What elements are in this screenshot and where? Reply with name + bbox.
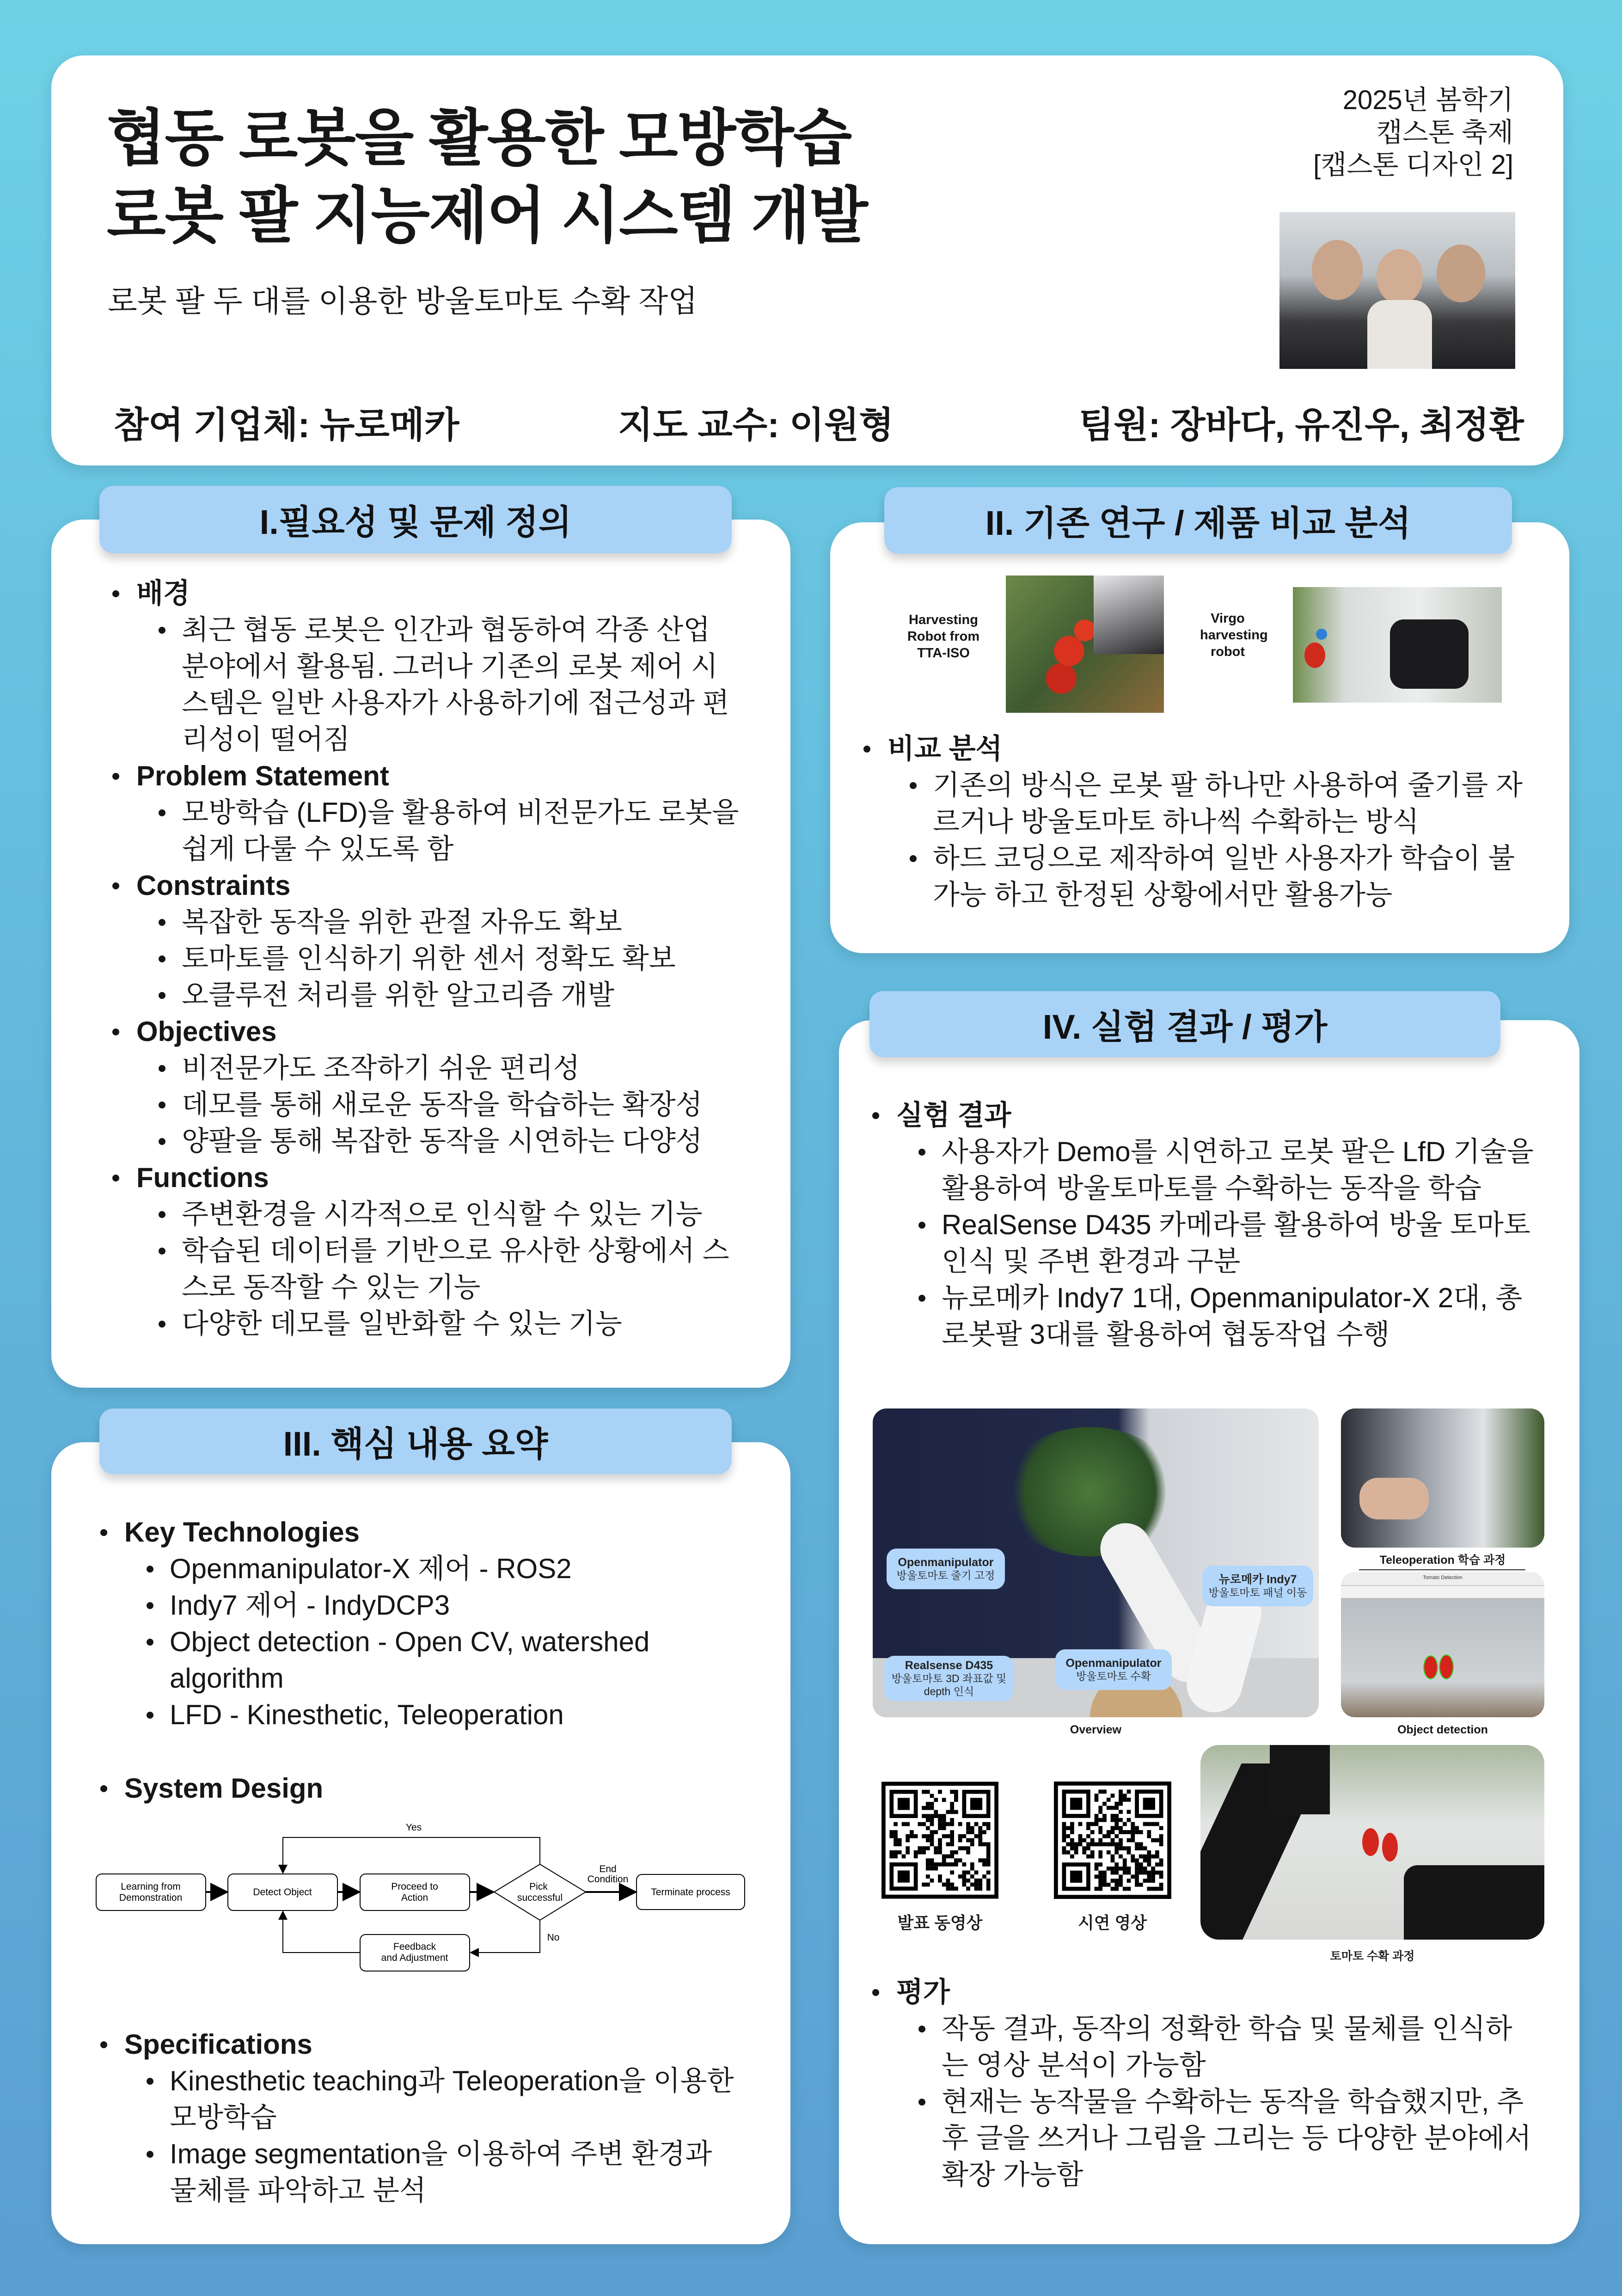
- group-results: [869, 1097, 1536, 1353]
- label-learning-2: Demonstration: [119, 1892, 183, 1903]
- title-line-2: 로봇 팔 지능제어 시스템 개발: [107, 182, 867, 250]
- overview-bubble-harvest: [1055, 1649, 1172, 1690]
- list-item: 비전문가도 조작하기 쉬운 편리성: [155, 1050, 740, 1086]
- label-pick-2: successful: [517, 1892, 563, 1903]
- company: 참여 기업체: 뉴로메카: [114, 404, 459, 445]
- caption-divider: [1359, 1569, 1525, 1570]
- group-heading: Functions: [136, 1162, 269, 1193]
- group-heading: Key Technologies: [124, 1517, 360, 1548]
- group-comparison: [861, 730, 1525, 913]
- overview-caption: Overview: [1070, 1723, 1122, 1736]
- list-item: Object detection - Open CV, watershed algorithm: [143, 1623, 744, 1696]
- team-photo: [1279, 212, 1515, 369]
- list-item: Kinesthetic teaching과 Teleoperation을 이용한 모방학습: [143, 2063, 744, 2136]
- object-detection-caption: Object detection: [1397, 1723, 1488, 1736]
- title-line-1: 협동 로봇을 활용한 모방학습: [107, 104, 851, 172]
- group-heading: 실험 결과: [896, 1100, 1011, 1131]
- list-item: 양팔을 통해 복잡한 동작을 시연하는 다양성: [155, 1123, 740, 1159]
- qr2-caption: 시연 영상: [1077, 1913, 1147, 1932]
- group-heading: Constraints: [136, 870, 291, 901]
- section-summary-title: III. 핵심 내용 요약: [99, 1408, 732, 1474]
- label-yes: Yes: [405, 1822, 422, 1833]
- group-system-design: [98, 1770, 744, 1806]
- bubble-text: 방울토마토 줄기 고정: [896, 1569, 995, 1581]
- list-item: 학습된 데이터를 기반으로 유사한 상황에서 스스로 동작할 수 있는 기능: [155, 1232, 740, 1305]
- section-comparison-title: II. 기존 연구 / 제품 비교 분석: [884, 487, 1512, 554]
- group-background: [110, 575, 740, 758]
- section-comparison-card: [830, 522, 1569, 953]
- list-item: 토마토를 인식하기 위한 센서 정확도 확보: [155, 940, 740, 977]
- system-design-flowchart: [83, 1803, 753, 1978]
- object-detection-photo: [1341, 1572, 1544, 1717]
- list-item: LFD - Kinesthetic, Teleoperation: [143, 1696, 744, 1733]
- label-proceed-2: Action: [401, 1892, 428, 1903]
- detection-toolbar: [1341, 1586, 1544, 1598]
- list-item: 데모를 통해 새로운 동작을 학습하는 확장성: [155, 1086, 740, 1123]
- group-heading: System Design: [124, 1773, 324, 1804]
- bubble-text: 방울토마토 수확: [1076, 1670, 1151, 1682]
- header-card: [51, 55, 1563, 465]
- group-evaluation: [869, 1974, 1536, 2193]
- label-learning-1: Learning from: [121, 1881, 181, 1892]
- group-heading: Objectives: [136, 1016, 277, 1047]
- list-item: Openmanipulator-X 제어 - ROS2: [143, 1550, 744, 1587]
- group-heading: Problem Statement: [136, 760, 389, 791]
- teleoperation-caption: Teleoperation 학습 과정: [1379, 1554, 1506, 1567]
- list-item: Image segmentation을 이용하여 주변 환경과 물체를 파악하고 분석: [143, 2136, 744, 2209]
- specifications-list: [98, 2026, 744, 2209]
- overview-photo: [873, 1408, 1319, 1717]
- list-item: 모방학습 (LFD)을 활용하여 비전문가도 로봇을 쉽게 다룰 수 있도록 함: [155, 794, 740, 867]
- image2-label: Virgo harvesting robot: [1200, 611, 1268, 659]
- group-heading: Specifications: [124, 2029, 312, 2060]
- list-item: Indy7 제어 - IndyDCP3: [143, 1587, 744, 1623]
- bubble-title: Openmanipulator: [1065, 1657, 1162, 1670]
- list-item: 최근 협동 로봇은 인간과 협동하여 각종 산업 분야에서 활용됨. 그러나 기존의 로봇 제어 시스템은 일반 사용자가 사용하기에 접근성과 편리성이 떨어짐: [155, 612, 740, 758]
- label-end-1: End: [599, 1864, 617, 1874]
- section-problem-title: I.필요성 및 문제 정의: [99, 486, 732, 553]
- label-proceed-1: Proceed to: [391, 1881, 438, 1892]
- label-feedback-2: and Adjustment: [381, 1953, 448, 1963]
- label-no: No: [547, 1932, 560, 1943]
- list-item: 현재는 농작물을 수확하는 동작을 학습했지만, 추후 글을 쓰거나 그림을 그리는 등 다양한 분야에서 확장 가능함: [915, 2083, 1536, 2193]
- image1-label: Harvesting Robot from TTA-ISO: [907, 612, 980, 661]
- tta-iso-robot-photo: [1006, 576, 1164, 713]
- team-members: 팀원: 장바다, 유진우, 최정환: [1078, 404, 1524, 445]
- presentation-video-qr-code[interactable]: [881, 1782, 998, 1899]
- event: 캡스톤 축제: [1376, 117, 1513, 147]
- course: [캡스톤 디자인 2]: [1313, 150, 1513, 180]
- section-results-title: IV. 실험 결과 / 평가: [869, 991, 1500, 1057]
- group-constraints: [110, 867, 740, 1013]
- overview-bubble-indy7: [1202, 1566, 1313, 1606]
- bubble-text: 방울토마토 패널 이동: [1208, 1586, 1307, 1598]
- list-item: 주변환경을 시각적으로 인식할 수 있는 기능: [155, 1196, 740, 1232]
- label-end-2: Condition: [587, 1874, 629, 1885]
- group-heading: 평가: [896, 1977, 950, 2008]
- label-detect: Detect Object: [253, 1887, 312, 1898]
- overview-bubble-gripper-hold: [887, 1549, 1005, 1589]
- list-item: 오클루전 처리를 위한 알고리즘 개발: [155, 977, 740, 1013]
- list-item: RealSense D435 카메라를 활용하여 방울 토마토 인식 및 주변 환경과 구분: [915, 1206, 1536, 1280]
- subtitle: 로봇 팔 두 대를 이용한 방울토마토 수확 작업: [108, 284, 698, 318]
- group-problem-statement: [110, 758, 740, 867]
- list-item: 복잡한 동작을 위한 관절 자유도 확보: [155, 904, 740, 940]
- list-item: 다양한 데모를 일반화할 수 있는 기능: [155, 1305, 740, 1342]
- list-item: 뉴로메카 Indy7 1대, Openmanipulator-X 2대, 총 로봇팔 3대를 활용하여 협동작업 수행: [915, 1280, 1536, 1353]
- system-design-list: [98, 1770, 744, 1806]
- teleoperation-photo: [1341, 1408, 1544, 1548]
- semester: 2025년 봄학기: [1342, 85, 1513, 115]
- harvest-caption: 토마토 수확 과정: [1330, 1950, 1415, 1963]
- label-terminate: Terminate process: [651, 1887, 730, 1898]
- group-key-technologies: [98, 1514, 744, 1733]
- problem-list: [110, 575, 740, 1342]
- qr1-caption: 발표 동영상: [897, 1913, 983, 1932]
- key-tech-list: [98, 1514, 744, 1733]
- advisor: 지도 교수: 이원형: [618, 404, 894, 445]
- comparison-list: [861, 730, 1525, 913]
- bubble-title: Realsense D435: [905, 1659, 993, 1672]
- virgo-robot-photo: [1293, 587, 1502, 703]
- demo-video-qr-code[interactable]: [1054, 1782, 1171, 1899]
- tomato-harvest-photo: [1200, 1745, 1544, 1940]
- evaluation-list: [869, 1974, 1536, 2193]
- bubble-title: Openmanipulator: [898, 1556, 994, 1569]
- bubble-text: 방울토마토 3D 좌표값 및 depth 인식: [891, 1672, 1007, 1697]
- list-item: 기존의 방식은 로봇 팔 하나만 사용하여 줄기를 자르거나 방울토마토 하나씩 수확하는 방식: [906, 767, 1525, 840]
- group-heading: 비교 분석: [888, 733, 1003, 764]
- poster-title: [107, 99, 867, 255]
- bubble-title: 뉴로메카 Indy7: [1218, 1573, 1297, 1586]
- results-list: [869, 1097, 1536, 1353]
- label-pick-1: Pick: [529, 1881, 548, 1892]
- list-item: 사용자가 Demo를 시연하고 로봇 팔은 LfD 기술을 활용하여 방울토마토를 수확하는 동작을 학습: [915, 1133, 1536, 1206]
- list-item: 하드 코딩으로 제작하여 일반 사용자가 학습이 불가능 하고 한정된 상황에서만 활용가능: [906, 840, 1525, 913]
- detection-window-title: Tomato Detection: [1423, 1575, 1463, 1580]
- group-functions: [110, 1159, 740, 1342]
- semester-info: [1313, 84, 1513, 181]
- overview-bubble-realsense: [884, 1656, 1014, 1701]
- group-objectives: [110, 1013, 740, 1159]
- group-specifications: [98, 2026, 744, 2209]
- section-problem-card: [51, 520, 790, 1388]
- label-feedback-1: Feedback: [393, 1941, 436, 1952]
- group-heading: 배경: [136, 578, 190, 609]
- list-item: 작동 결과, 동작의 정확한 학습 및 물체를 인식하는 영상 분석이 가능함: [915, 2010, 1536, 2083]
